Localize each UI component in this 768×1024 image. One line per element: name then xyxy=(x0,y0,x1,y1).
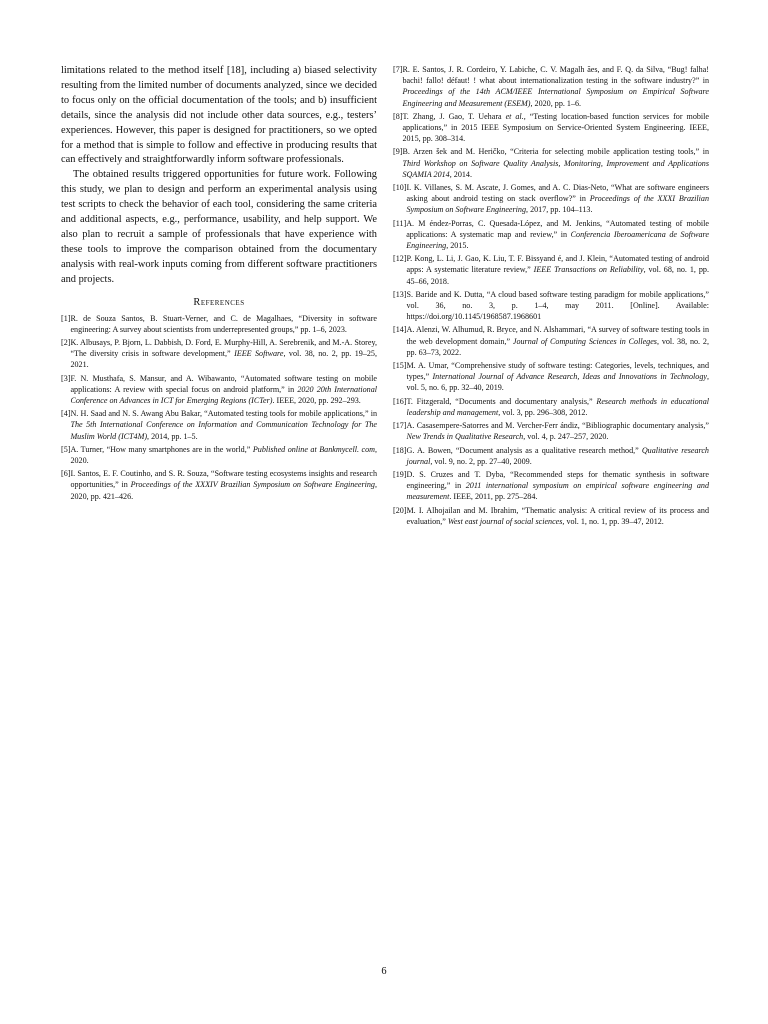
reference-details: , 2014, pp. 1–5. xyxy=(147,431,198,441)
reference-text xyxy=(406,469,709,503)
reference-item xyxy=(393,324,709,358)
reference-venue: et al. xyxy=(505,111,524,121)
reference-item xyxy=(393,360,709,394)
reference-text xyxy=(402,64,709,109)
reference-item xyxy=(61,337,377,371)
reference-item xyxy=(393,146,709,180)
reference-details: , 2020, pp. 1–6. xyxy=(530,98,582,108)
reference-venue: 2011 international symposium on empirical software engineering and measurement xyxy=(406,481,709,502)
reference-number: [13] xyxy=(393,289,407,299)
reference-text xyxy=(406,445,709,467)
reference-number: [3] xyxy=(61,373,71,383)
reference-venue: IEEE Transactions on Reliability xyxy=(533,265,644,275)
reference-number: [15] xyxy=(393,361,407,371)
reference-authors-title: K. Albusays, P. Bjorn, L. Dabbish, D. Ford, E. Murphy-Hill, A. Serebrenik, and M.-A. Storey, “The diversity crisis in software development,” xyxy=(70,338,377,359)
reference-text xyxy=(70,444,377,466)
reference-venue: International Journal of Advance Research, Ideas and Innovations in Technology xyxy=(432,372,707,382)
reference-text xyxy=(406,253,709,287)
reference-authors-title: M. A. Umar, “Comprehensive study of software testing: Categories, levels, techniques, and types,” xyxy=(406,361,709,382)
reference-authors-title: A. Turner, “How many smartphones are in the world,” xyxy=(70,444,253,454)
reference-number: [7] xyxy=(393,65,403,74)
reference-details: , vol. 3, pp. 296–308, 2012. xyxy=(498,407,588,417)
reference-details: , vol. 4, p. 247–257, 2020. xyxy=(523,432,609,442)
reference-item xyxy=(393,111,709,145)
reference-number: [1] xyxy=(61,313,71,323)
reference-details: . IEEE, 2011, pp. 275–284. xyxy=(449,492,538,502)
reference-text xyxy=(70,373,377,407)
reference-details: , 2020. xyxy=(70,444,378,466)
reference-venue: Journal of Computing Sciences in Colleges xyxy=(512,336,657,346)
reference-venue: IEEE Software xyxy=(234,349,284,359)
reference-authors-title: R. E. Santos, J. R. Cordeiro, Y. Labiche, C. V. Magalh ães, and F. Q. da Silva, “Bug! falha! bachi! fallo! défaut! ! what about internationalization testing in the software industry?” in xyxy=(402,65,709,86)
reference-authors-title: R. de Souza Santos, B. Stuart-Verner, and C. de Magalhaes, “Diversity in software engineering: A survey about scientists from underrepresented groups,” pp. 1–6, 2023. xyxy=(70,313,377,334)
reference-venue: New Trends in Qualitative Research xyxy=(406,432,524,442)
reference-details: , 2017, pp. 104–113. xyxy=(526,205,593,215)
body-paragraph-future-work: The obtained results triggered opportunities for future work. Following this study, we plan to design and perform an experimental analysis using test scripts to check the behavior of each tool, considering the same criteria and additional aspects, e.g., performance, usability, and help support. We also plan to recruit a sample of professionals that have experience with these tools to improve the comparison obtained from the documentary analysis with real-work inputs coming from different software practitioners and projects. xyxy=(61,169,377,285)
reference-text xyxy=(70,313,377,335)
reference-number: [19] xyxy=(393,469,407,479)
reference-authors-title: S. Baride and K. Dutta, “A cloud based software testing paradigm for mobile applications,” vol. 36, no. 3, p. 1–4, may 2011. [Online]. Available: https://doi.org/10.1145/1968587.1968601 xyxy=(406,289,709,322)
reference-item xyxy=(393,505,709,527)
reference-details: , vol. 38, no. 2, pp. 63–73, 2022. xyxy=(406,336,709,357)
reference-item xyxy=(393,64,709,109)
reference-text xyxy=(406,324,709,358)
right-column xyxy=(393,64,709,529)
reference-venue: Proceedings of the XXXIV Brazilian Symposium on Software Engineering xyxy=(130,480,375,490)
reference-item xyxy=(61,444,377,466)
reference-venue: Research methods in educational leadership and management xyxy=(406,396,709,417)
reference-authors-title: G. A. Bowen, “Document analysis as a qualitative research method,” xyxy=(406,445,642,455)
reference-authors-title: N. H. Saad and N. S. Awang Abu Bakar, “Automated testing tools for mobile applications,” in xyxy=(70,409,377,419)
reference-text xyxy=(70,408,377,442)
reference-authors-title: P. Kong, L. Li, J. Gao, K. Liu, T. F. Bissyand é, and J. Klein, “Automated testing of android apps: A systematic literature review,” xyxy=(406,254,709,275)
reference-item xyxy=(61,313,377,335)
reference-item xyxy=(61,373,377,407)
reference-authors-title: B. Arzen šek and M. Heričko, “Criteria for selecting mobile application testing tools,” in xyxy=(402,147,709,157)
reference-number: [6] xyxy=(61,469,71,479)
reference-number: [4] xyxy=(61,409,71,419)
reference-details: , vol. 9, no. 2, pp. 27–40, 2009. xyxy=(430,456,532,466)
reference-authors-title: A. M éndez-Porras, C. Quesada-López, and M. Jenkins, “Automated testing of mobile applications: A systematic map and review,” in xyxy=(406,218,709,239)
reference-venue: Qualitative research journal xyxy=(406,445,709,466)
reference-text xyxy=(402,146,709,180)
reference-item xyxy=(61,468,377,502)
page-number: 6 xyxy=(381,966,387,977)
reference-number: [17] xyxy=(393,421,407,431)
reference-number: [12] xyxy=(393,254,407,264)
reference-venue: West east journal of social sciences xyxy=(447,516,563,526)
reference-authors-title: F. N. Musthafa, S. Mansur, and A. Wibawanto, “Automated software testing on mobile applications: A review with special focus on android platform,” in xyxy=(70,373,377,394)
reference-item xyxy=(393,289,709,323)
reference-text xyxy=(406,182,709,216)
reference-text xyxy=(406,505,709,527)
reference-item xyxy=(393,218,709,252)
reference-authors-title: I. Santos, E. F. Coutinho, and S. R. Souza, “Software testing ecosystems insights and research opportunities,” in xyxy=(70,469,377,490)
reference-item xyxy=(393,469,709,503)
reference-venue: Third Workshop on Software Quality Analysis, Monitoring, Improvement and Applications SQAMIA 2014 xyxy=(402,158,709,179)
reference-number: [14] xyxy=(393,325,407,335)
reference-authors-title: I. K. Villanes, S. M. Ascate, J. Gomes, and A. C. Dias-Neto, “What are software engineers asking about android testing on stack overflow?” in xyxy=(406,183,709,204)
reference-text xyxy=(70,337,377,371)
reference-details: . IEEE, 2020, pp. 292–293. xyxy=(272,396,361,406)
reference-venue: 2020 20th International Conference on Advances in ICT for Emerging Regions (ICTer) xyxy=(70,384,377,406)
reference-item xyxy=(393,445,709,467)
reference-venue: The 5th International Conference on Information and Communication Technology for The Muslim World (ICT4M) xyxy=(70,420,377,441)
reference-list-left xyxy=(61,313,377,502)
reference-text xyxy=(402,111,709,145)
reference-text xyxy=(406,420,709,442)
reference-number: [2] xyxy=(61,338,71,347)
reference-item xyxy=(393,396,709,418)
reference-number: [9] xyxy=(393,147,403,157)
reference-item xyxy=(61,408,377,442)
reference-item xyxy=(393,182,709,216)
reference-list-right xyxy=(393,64,709,527)
reference-details: , vol. 38, no. 2, pp. 19–25, 2021. xyxy=(70,349,378,370)
reference-details: , 2020, pp. 421–426. xyxy=(70,480,377,501)
reference-number: [18] xyxy=(393,445,407,455)
reference-item xyxy=(393,420,709,442)
reference-number: [20] xyxy=(393,505,407,515)
reference-number: [16] xyxy=(393,396,407,406)
body-paragraph-limitations: limitations related to the method itself [18], including a) biased selectivity resulting from the limited number of documents analyzed, since we decided to focus only on the official documentation of the tools; and b) insufficient details, since the analysis did not include other data sources, e.g., testers’ experiences. However, this paper is designed for practitioners, so we opted for a method that is simple to follow and effective in producing results that can effectively and straightforwardly inform software professionals. xyxy=(61,65,377,166)
reference-details: , “Testing location-based function services for mobile applications,” in 2015 IEEE Symposium on Service-Oriented System Engineering. IEEE, 2015, pp. 308–314. xyxy=(402,111,709,144)
reference-text xyxy=(70,468,377,502)
reference-details: , 2015. xyxy=(446,241,469,251)
reference-details: , vol. 5, no. 6, pp. 32–40, 2019. xyxy=(406,372,709,393)
reference-authors-title: D. S. Cruzes and T. Dyba, “Recommended steps for thematic synthesis in software engineering,” in xyxy=(406,469,709,491)
reference-details: , 2014. xyxy=(449,169,472,179)
left-column xyxy=(61,64,377,504)
reference-number: [5] xyxy=(61,444,71,454)
reference-venue: Conferencia Iberoamericana de Software Engineering xyxy=(406,229,710,251)
reference-item xyxy=(393,253,709,287)
reference-text xyxy=(406,289,709,323)
reference-number: [11] xyxy=(393,218,407,228)
reference-details: , vol. 1, no. 1, pp. 39–47, 2012. xyxy=(562,516,664,526)
reference-details: , vol. 68, no. 1, pp. 45–66, 2018. xyxy=(406,265,709,286)
references-heading: References xyxy=(193,296,245,308)
reference-venue: Proceedings of the XXXI Brazilian Symposium on Software Engineering xyxy=(406,194,710,215)
reference-text xyxy=(406,218,709,252)
reference-authors-title: A. Casasempere-Satorres and M. Vercher-Ferr ándiz, “Bibliographic documentary analysis,” xyxy=(406,421,709,431)
reference-authors-title: T. Zhang, J. Gao, T. Uehara xyxy=(402,111,506,121)
reference-venue: Published online at Bankmycell. com xyxy=(252,444,375,454)
reference-number: [10] xyxy=(393,183,407,193)
reference-venue: Proceedings of the 14th ACM/IEEE International Symposium on Empirical Software Engineering and Measurement (ESEM) xyxy=(402,87,709,108)
reference-number: [8] xyxy=(393,111,403,121)
reference-text xyxy=(406,396,709,418)
reference-authors-title: A. Alenzi, W. Alhumud, R. Bryce, and N. Alshammari, “A survey of software testing tools in the web development domain,” xyxy=(406,325,709,346)
reference-text xyxy=(406,360,709,394)
reference-authors-title: M. I. Alhojailan and M. Ibrahim, “Thematic analysis: A critical review of its process and evaluation,” xyxy=(406,505,709,526)
reference-authors-title: T. Fitzgerald, “Documents and documentary analysis,” xyxy=(406,396,597,406)
